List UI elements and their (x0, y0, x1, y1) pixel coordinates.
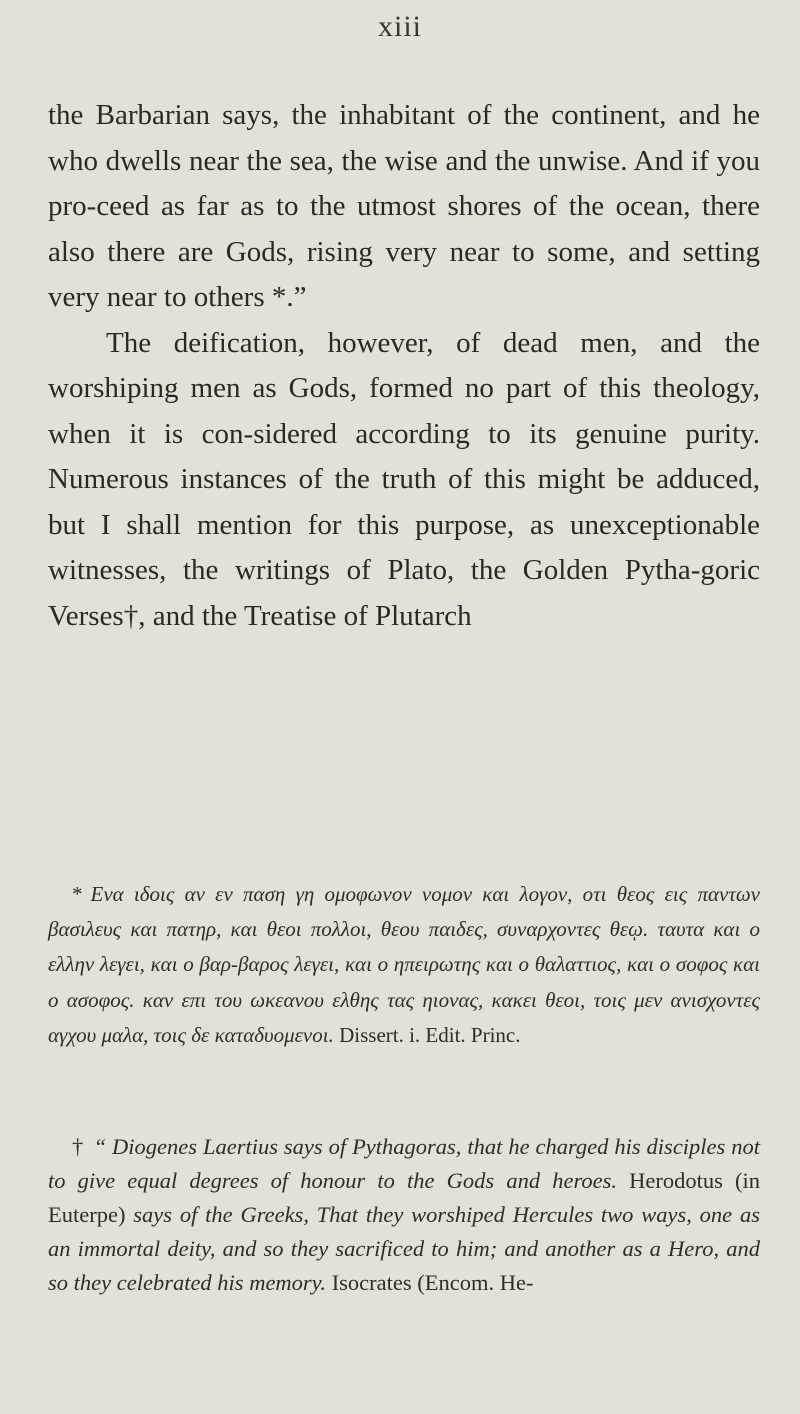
page-number: xiii (377, 10, 422, 43)
footnote-dagger-roman-2: Isocrates (Encom. He- (331, 1270, 534, 1295)
footnote-dagger-text-2: says of the Greeks, That they worshiped Hercules two ways, one as an immortal deity, and so they sacrificed to him; and another as a Hero, and so they celebrated his memory. (48, 1202, 760, 1295)
footnote-greek (48, 877, 760, 1053)
footnote-dagger-text-1: “ Diogenes Laertius says of Pythagoras, that he charged his disciples not to give equal degrees of honour to the Gods and heroes. (48, 1134, 760, 1193)
footnote-citation: Dissert. i. Edit. Princ. (339, 1022, 521, 1047)
footnote-greek-text: Ενα ιδοις αν εν παση γη ομοφωνον νομον και λογον, οτι θεος εις παντων βασιλευς και πατηρ, και θεοι πολλοι, θεου παιδες, συναρχοντες θεῳ. ταυτα και ο ελλην λεγει, και ο βαρ-βαρος λεγει, και ο ηπειρωτης και ο θαλαττιος, και ο σοφος και ο ασοφος. καν επι του ωκεανου ελθης τας ηιονας, κακει θεοι, τοις μεν ανισχοντες αγχου μαλα, τοις δε καταδυομενοι. (48, 882, 760, 1047)
footnote-mark-dagger: † (72, 1134, 84, 1159)
paragraph-1: the Barbarian says, the inhabitant of the continent, and he who dwells near the sea, the wise and the unwise. And if you pro-ceed as far as to the utmost shores of the ocean, there also there are Gods, rising very near to some, and setting very near to others *.” (48, 99, 760, 313)
footnote-dagger (48, 1130, 760, 1300)
paragraph-2: The deification, however, of dead men, and the worshiping men as Gods, formed no part of this theology, when it is con-sidered according to its genuine purity. Numerous instances of the truth of this might be adduced, but I shall mention for this purpose, as unexceptionable witnesses, the writings of Plato, the Golden Pytha-goric Verses†, and the Treatise of Plutarch (48, 326, 760, 632)
main-text (48, 93, 760, 639)
footnote-dagger-roman-1: Herodotus (in Euterpe) (48, 1168, 760, 1227)
footnote-mark-asterisk: * (72, 882, 83, 906)
